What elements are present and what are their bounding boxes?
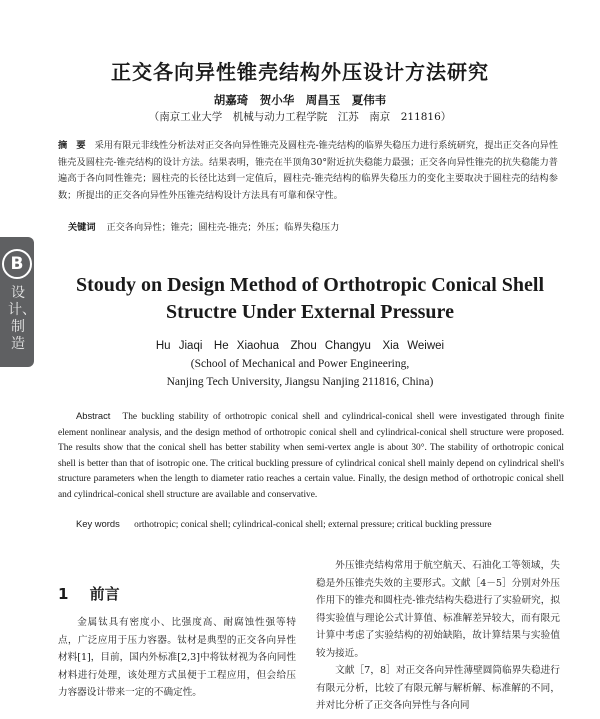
- chinese-keywords: [68, 219, 558, 233]
- section-title: 前言: [89, 585, 120, 603]
- chinese-affiliation: （南京工业大学 机械与动力工程学院 江苏 南京 211816）: [148, 111, 452, 123]
- english-abstract-label: Abstract: [76, 410, 111, 421]
- chinese-authors: 胡嘉琦 贺小华 周昌玉 夏伟韦: [213, 93, 387, 107]
- section-number: 1: [58, 585, 69, 603]
- body-right-column: [316, 557, 560, 715]
- side-tab-text: 设计、制造: [8, 285, 36, 352]
- chinese-abstract-label: 摘 要: [58, 140, 86, 151]
- body-left-column: [58, 614, 296, 702]
- english-affiliation-line2: Nanjing Tech University, Jiangsu Nanjing 211816, China): [166, 376, 434, 388]
- chinese-abstract: [58, 138, 558, 204]
- english-affiliation-line1: (School of Mechanical and Power Engineering,: [190, 358, 410, 370]
- chinese-keywords-label: 关键词: [68, 222, 96, 233]
- chinese-abstract-text: 采用有限元非线性分析法对正交各向异性锥壳及圆柱壳-锥壳结构的临界失稳压力进行系统研究，提出正交各向异性锥壳及圆柱壳-锥壳结构的设计方法。结果表明，锥壳在半顶角30°附近抗失稳能力最强；正交各向异性锥壳的抗失稳能力普遍高于各向同性锥壳；圆柱壳的长径比达到一定值后，圆柱壳-锥壳结构的临界失稳压力的变化主要取决于圆柱壳的结构参数；所提出的正交各向异性外压锥壳结构设计方法具有可靠和保守性。: [58, 140, 559, 201]
- body-paragraph: 外压锥壳结构常用于航空航天、石油化工等领域，失稳是外压锥壳失效的主要形式。文献［4－5］分别对外压作用下的锥壳和圆柱壳-锥壳结构失稳进行了实验研究，拟得实验值与理论公式计算值、标准解差异较大，而有限元计算中考虑了实验结构的初始缺陷，故计算结果与实验值较为接近。: [316, 560, 560, 659]
- chinese-title: 正交各向异性锥壳结构外压设计方法研究: [111, 60, 489, 84]
- section-heading: [58, 583, 120, 604]
- english-authors: Hu Jiaqi He Xiaohua Zhou Changyu Xia Weiwei: [155, 340, 445, 352]
- english-keywords-text: orthotropic; conical shell; cylindrical-conical shell; external pressure; critical buckling pressure: [134, 520, 492, 530]
- english-keywords: [58, 516, 564, 534]
- body-paragraph: 金属钛具有密度小、比强度高、耐腐蚀性强等特点，广泛应用于压力容器。钛材是典型的正交各向异性材料[1]，目前，国内外标准[2,3]中将钛材视为各向同性材料进行处理，该处理方式虽便于工程应用，但会给压力容器设计带来一定的不确定性。: [58, 617, 296, 698]
- english-keywords-label: Key words: [76, 518, 120, 529]
- english-abstract-text: The buckling stability of orthotropic conical shell and cylindrical-conical shell were investigated through finite element nonlinear analysis, and the design method of orthotropic conical shell and cylindrical-conical shell structure were proposed. The results show that the conical shell has better stability when semi-vertex angle is about 30°. The stability of orthotropic conical shell is better than that of isotropic one. The critical buckling pressure of cylindrical conical shell mainly depend on cylindrical shell's structure parameters when the length to diameter ratio reaches a certain value. Finally, the design method of orthotropic conical shell and cylindrical-conical shell structure are available and conservative.: [58, 412, 564, 500]
- side-tab-letter: B: [2, 249, 32, 279]
- english-title: Stoudy on Design Method of Orthotropic Conical Shell Structre Under External Pressure: [76, 274, 544, 323]
- english-abstract: [58, 408, 564, 503]
- body-paragraph: 文献［7，8］对正交各向异性薄壁圆筒临界失稳进行有限元分析，比较了有限元解与解析解、标准解的不同，并对比分析了正交各向异性与各向同: [316, 665, 560, 711]
- chinese-keywords-text: 正交各向异性；锥壳；圆柱壳-锥壳；外压；临界失稳压力: [106, 222, 340, 233]
- english-affiliation: [0, 355, 600, 391]
